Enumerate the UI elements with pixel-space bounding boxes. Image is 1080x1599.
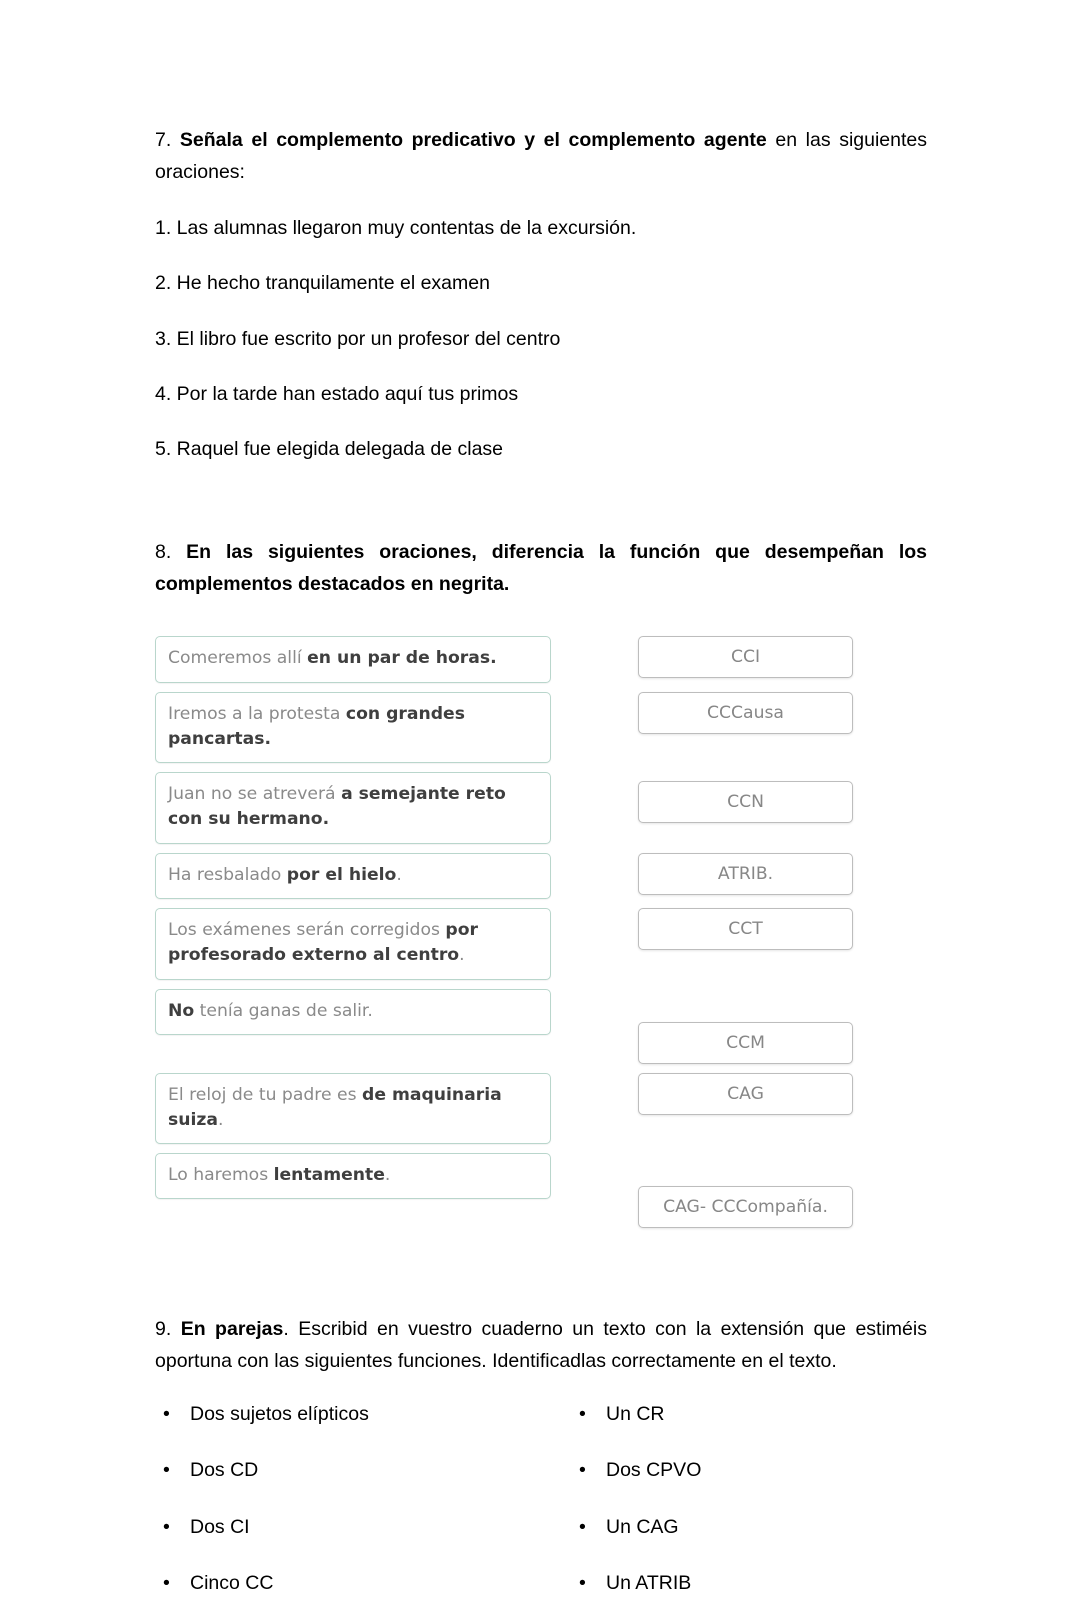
sentence-box[interactable] xyxy=(155,1073,551,1145)
exercise-8-prompt xyxy=(155,537,927,600)
sentence-bold-part: lentamente xyxy=(273,1165,385,1186)
bullet-column-left xyxy=(155,1399,575,1599)
sentence-bold-part: a semejante reto con su hermano. xyxy=(168,784,506,830)
sentence-plain-end: tenía ganas de salir. xyxy=(194,1000,373,1021)
exercise-7-sentence: 4. Por la tarde han estado aquí tus primos xyxy=(155,382,519,405)
sentence-box[interactable] xyxy=(155,772,551,844)
exercise-7-sentence: 3. El libro fue escrito por un profesor del centro xyxy=(155,327,561,350)
matching-row-left xyxy=(155,772,551,844)
matching-row-right xyxy=(638,772,853,823)
matching-row xyxy=(155,908,855,980)
list-item xyxy=(575,1399,927,1430)
sentence-plain-end: . xyxy=(396,864,402,885)
exercise-9-prompt-bold: En parejas xyxy=(180,1318,284,1341)
matching-row-left xyxy=(155,1073,551,1145)
sentence-box[interactable] xyxy=(155,908,551,980)
list-item xyxy=(155,1568,575,1599)
list-item xyxy=(575,1455,927,1486)
exercise-8-prompt-bold: En las siguientes oraciones, diferencia la función que desempeñan los complementos destacados en negrita. xyxy=(155,541,927,595)
list-item-label: Dos CI xyxy=(190,1515,250,1538)
matching-row xyxy=(155,1153,855,1228)
list-item-label: Dos CPVO xyxy=(606,1459,702,1482)
exercise-9-bullet-columns xyxy=(155,1399,927,1599)
matching-row-left xyxy=(155,853,551,899)
matching-row-right xyxy=(638,692,853,734)
matching-row-right xyxy=(638,989,853,1064)
exercise-8-number: 8. xyxy=(155,541,172,564)
matching-row xyxy=(155,853,855,899)
bullet-list-right xyxy=(575,1399,927,1599)
answer-tag-box[interactable]: CAG xyxy=(638,1073,853,1115)
exercise-7-sentence: 1. Las alumnas llegaron muy contentas de la excursión. xyxy=(155,217,637,240)
bullet-dot-icon: • xyxy=(163,1571,170,1594)
matching-row-right xyxy=(638,1153,853,1228)
list-item-label: Dos CD xyxy=(190,1459,259,1482)
sentence-bold-part: de maquinaria suiza xyxy=(168,1084,502,1130)
matching-row-left xyxy=(155,692,551,764)
bullet-dot-icon: • xyxy=(163,1459,170,1482)
matching-exercise-area xyxy=(155,636,855,1228)
matching-row-right xyxy=(638,853,853,895)
exercise-7-sentence-list xyxy=(155,213,927,465)
sentence-plain-end: . xyxy=(384,1165,391,1186)
list-item xyxy=(155,1455,575,1486)
sentence-plain-start: Los exámenes serán corregidos xyxy=(168,919,446,940)
matching-row xyxy=(155,692,855,764)
document-content xyxy=(155,125,927,1599)
matching-row xyxy=(155,772,855,844)
matching-row-right xyxy=(638,1073,853,1115)
sentence-plain-start: Comeremos allí xyxy=(168,648,308,669)
sentence-box[interactable] xyxy=(155,853,551,899)
matching-row xyxy=(155,636,855,682)
sentence-plain-start: Juan no se atreverá xyxy=(168,784,342,805)
exercise-9-number: 9. xyxy=(155,1318,172,1341)
list-item-label: Cinco CC xyxy=(190,1571,274,1594)
list-item-label: Un CAG xyxy=(606,1515,679,1538)
bullet-dot-icon: • xyxy=(579,1571,586,1594)
bullet-dot-icon: • xyxy=(579,1403,586,1426)
bullet-dot-icon: • xyxy=(579,1459,586,1482)
exercise-7-prompt xyxy=(155,125,927,188)
sentence-bold-part: por el hielo xyxy=(286,864,397,885)
list-item xyxy=(155,1512,575,1543)
bullet-dot-icon: • xyxy=(579,1515,586,1538)
matching-row-left xyxy=(155,908,551,980)
answer-tag-box[interactable]: CCT xyxy=(638,908,853,950)
list-item-label: Dos sujetos elípticos xyxy=(190,1403,369,1426)
list-item-label: Un ATRIB xyxy=(606,1571,692,1594)
matching-row xyxy=(155,1073,855,1145)
sentence-plain-end: . xyxy=(217,1109,224,1130)
answer-tag-box[interactable]: CCCausa xyxy=(638,692,853,734)
sentence-bold-part: por profesorado externo al centro xyxy=(168,919,478,966)
sentence-bold-part: con grandes pancartas. xyxy=(168,703,465,749)
exercise-7-number: 7. xyxy=(155,129,172,151)
matching-row-left xyxy=(155,989,551,1035)
bullet-column-right xyxy=(575,1399,927,1599)
exercise-9-section xyxy=(155,1314,927,1599)
answer-tag-box[interactable]: CCM xyxy=(638,1022,853,1064)
sentence-plain-start: Ha resbalado xyxy=(168,864,287,885)
list-item xyxy=(575,1512,927,1543)
sentence-plain-start: El reloj de tu padre es xyxy=(168,1084,363,1105)
sentence-box[interactable] xyxy=(155,636,551,682)
exercise-7-prompt-rest: en las siguientes oraciones: xyxy=(155,129,927,183)
exercise-9-prompt xyxy=(155,1314,927,1377)
bullet-dot-icon: • xyxy=(163,1403,170,1426)
sentence-box[interactable] xyxy=(155,692,551,764)
answer-tag-box[interactable]: CCI xyxy=(638,636,853,678)
matching-row xyxy=(155,989,855,1064)
exercise-7-prompt-bold: Señala el complemento predicativo y el complemento agente xyxy=(179,129,767,151)
exercise-7-sentence: 2. He hecho tranquilamente el examen xyxy=(155,272,490,295)
sentence-bold-part: No xyxy=(168,1000,195,1021)
sentence-plain-start: Iremos a la protesta xyxy=(168,703,346,724)
exercise-8-section xyxy=(155,537,927,1228)
answer-tag-box[interactable]: CAG- CCCompañía. xyxy=(638,1186,853,1228)
sentence-bold-part: en un par de horas. xyxy=(307,648,497,669)
list-item-label: Un CR xyxy=(606,1403,665,1426)
list-item xyxy=(155,1399,575,1430)
sentence-plain-start: Lo haremos xyxy=(168,1165,274,1186)
sentence-box[interactable] xyxy=(155,1153,551,1199)
matching-row-left xyxy=(155,636,551,682)
bullet-list-left xyxy=(155,1399,575,1599)
answer-tag-box[interactable]: CCN xyxy=(638,781,853,823)
exercise-7-sentence: 5. Raquel fue elegida delegada de clase xyxy=(155,437,504,460)
exercise-7-section xyxy=(155,125,927,465)
sentence-box[interactable] xyxy=(155,989,551,1035)
matching-row-right xyxy=(638,636,853,678)
exercise-9-prompt-rest: . Escribid en vuestro cuaderno un texto con la extensión que estiméis oportuna con las siguientes funciones. Identificadlas correctamente en el texto. xyxy=(155,1318,927,1372)
bullet-dot-icon: • xyxy=(163,1515,170,1538)
sentence-plain-end: . xyxy=(459,945,465,966)
answer-tag-box[interactable]: ATRIB. xyxy=(638,853,853,895)
matching-row-left xyxy=(155,1153,551,1199)
matching-row-right xyxy=(638,908,853,950)
list-item xyxy=(575,1568,927,1599)
